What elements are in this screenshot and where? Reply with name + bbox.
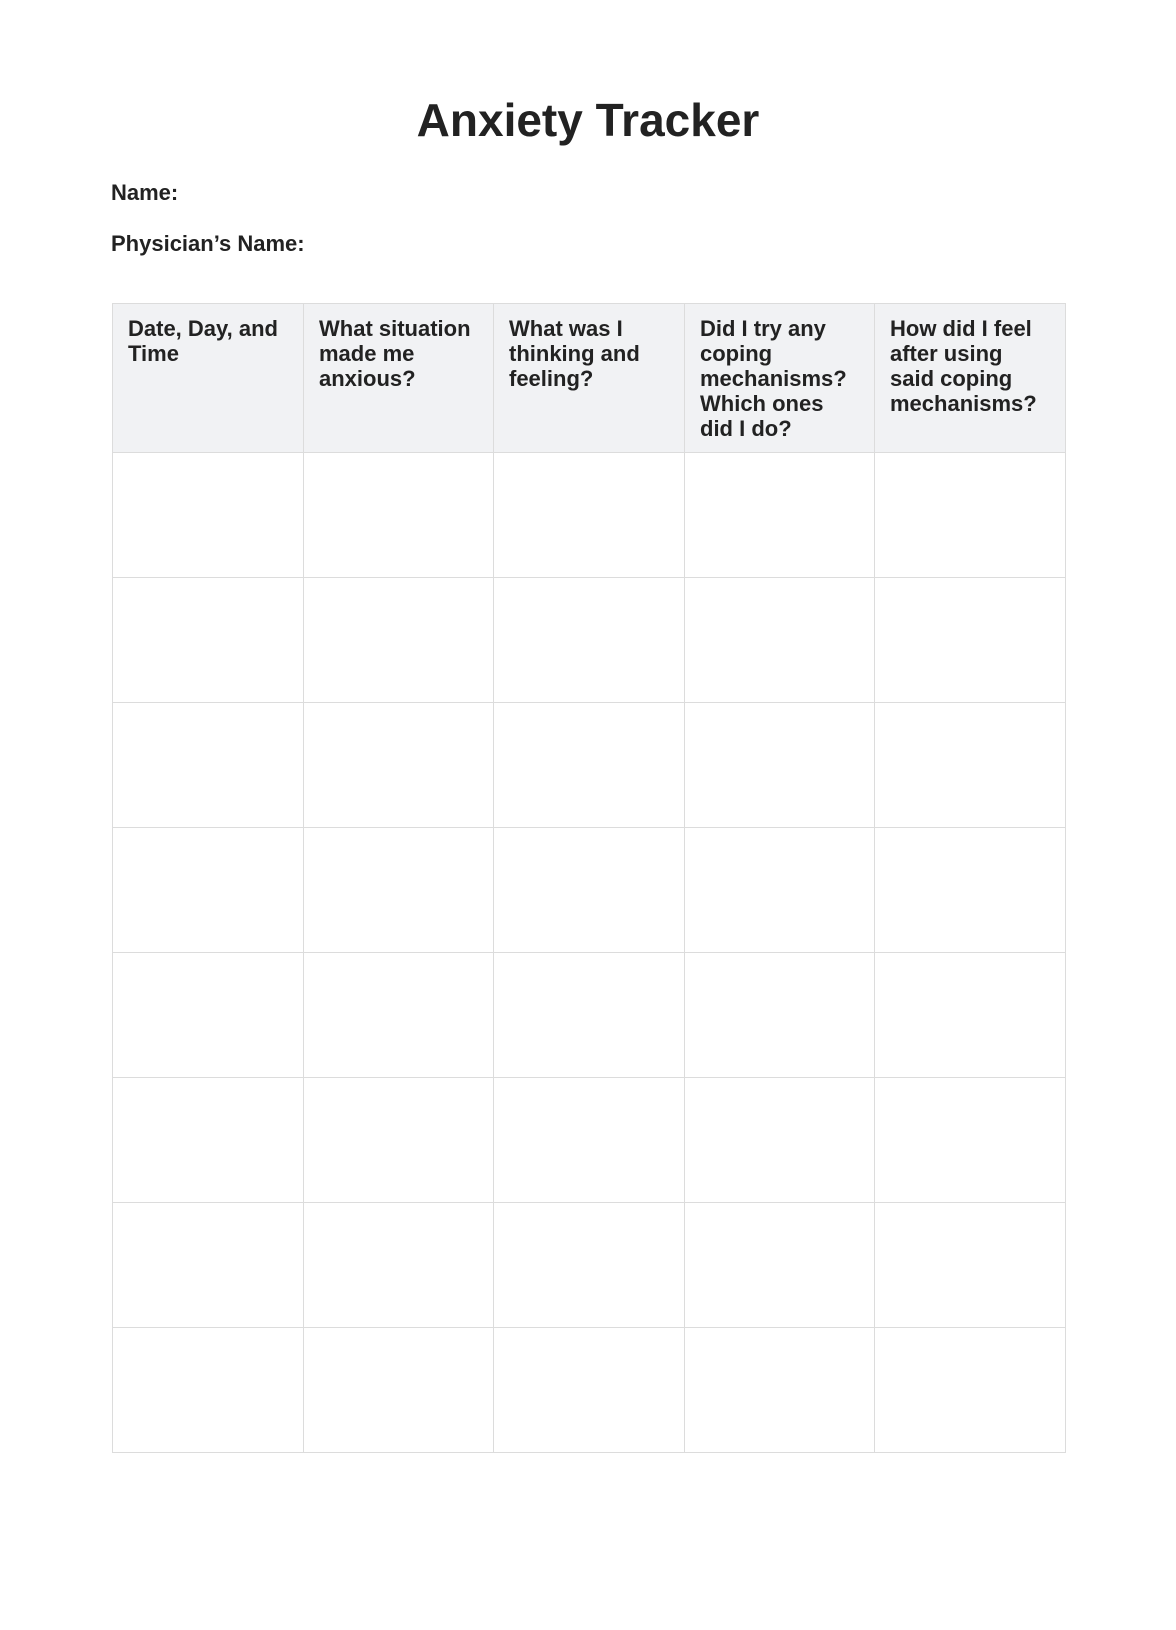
table-body — [113, 453, 1066, 1453]
table-cell[interactable] — [304, 1203, 494, 1328]
table-cell[interactable] — [304, 1328, 494, 1453]
table-cell[interactable] — [113, 1328, 304, 1453]
page-title: Anxiety Tracker — [416, 94, 760, 146]
table-cell[interactable] — [875, 578, 1066, 703]
table-cell[interactable] — [304, 453, 494, 578]
table-cell[interactable] — [494, 953, 685, 1078]
table-cell[interactable] — [875, 1203, 1066, 1328]
table-cell[interactable] — [685, 1203, 875, 1328]
table-header-row — [113, 304, 1066, 453]
table-cell[interactable] — [494, 1328, 685, 1453]
physician-name-field-label: Physician’s Name: — [111, 231, 305, 256]
table-cell[interactable] — [685, 1328, 875, 1453]
table-cell[interactable] — [494, 703, 685, 828]
table-row — [113, 1203, 1066, 1328]
table-cell[interactable] — [304, 1078, 494, 1203]
table-cell[interactable] — [875, 1328, 1066, 1453]
table-cell[interactable] — [113, 453, 304, 578]
name-field-label: Name: — [111, 180, 179, 205]
table-cell[interactable] — [113, 578, 304, 703]
table-cell[interactable] — [685, 703, 875, 828]
table-cell[interactable] — [304, 953, 494, 1078]
table-cell[interactable] — [113, 953, 304, 1078]
table-cell[interactable] — [875, 953, 1066, 1078]
table-cell[interactable] — [113, 828, 304, 953]
table-cell[interactable] — [494, 1078, 685, 1203]
table-row — [113, 828, 1066, 953]
table-row — [113, 953, 1066, 1078]
table-cell[interactable] — [685, 453, 875, 578]
table-cell[interactable] — [304, 828, 494, 953]
header-coping-mechanisms: Did I try any coping mechanisms? Which ones did I do? — [685, 304, 875, 453]
table-cell[interactable] — [875, 453, 1066, 578]
table-cell[interactable] — [304, 578, 494, 703]
table-cell[interactable] — [113, 703, 304, 828]
table-row — [113, 453, 1066, 578]
table-cell[interactable] — [494, 453, 685, 578]
table-cell[interactable] — [494, 1203, 685, 1328]
header-situation: What situation made me anxious? — [304, 304, 494, 453]
table-cell[interactable] — [875, 828, 1066, 953]
table-row — [113, 703, 1066, 828]
table-cell[interactable] — [685, 1078, 875, 1203]
table-row — [113, 1078, 1066, 1203]
header-feeling-after: How did I feel after using said coping mechanisms? — [875, 304, 1066, 453]
table-cell[interactable] — [875, 703, 1066, 828]
header-date-day-time: Date, Day, and Time — [113, 304, 304, 453]
table-cell[interactable] — [685, 953, 875, 1078]
table-cell[interactable] — [113, 1203, 304, 1328]
table-cell[interactable] — [685, 828, 875, 953]
table-cell[interactable] — [685, 578, 875, 703]
table-cell[interactable] — [113, 1078, 304, 1203]
table-cell[interactable] — [494, 828, 685, 953]
table-cell[interactable] — [304, 703, 494, 828]
header-thinking-feeling: What was I thinking and feeling? — [494, 304, 685, 453]
table-row — [113, 578, 1066, 703]
table-cell[interactable] — [875, 1078, 1066, 1203]
table-row — [113, 1328, 1066, 1453]
anxiety-tracker-table — [112, 303, 1066, 1453]
table-cell[interactable] — [494, 578, 685, 703]
